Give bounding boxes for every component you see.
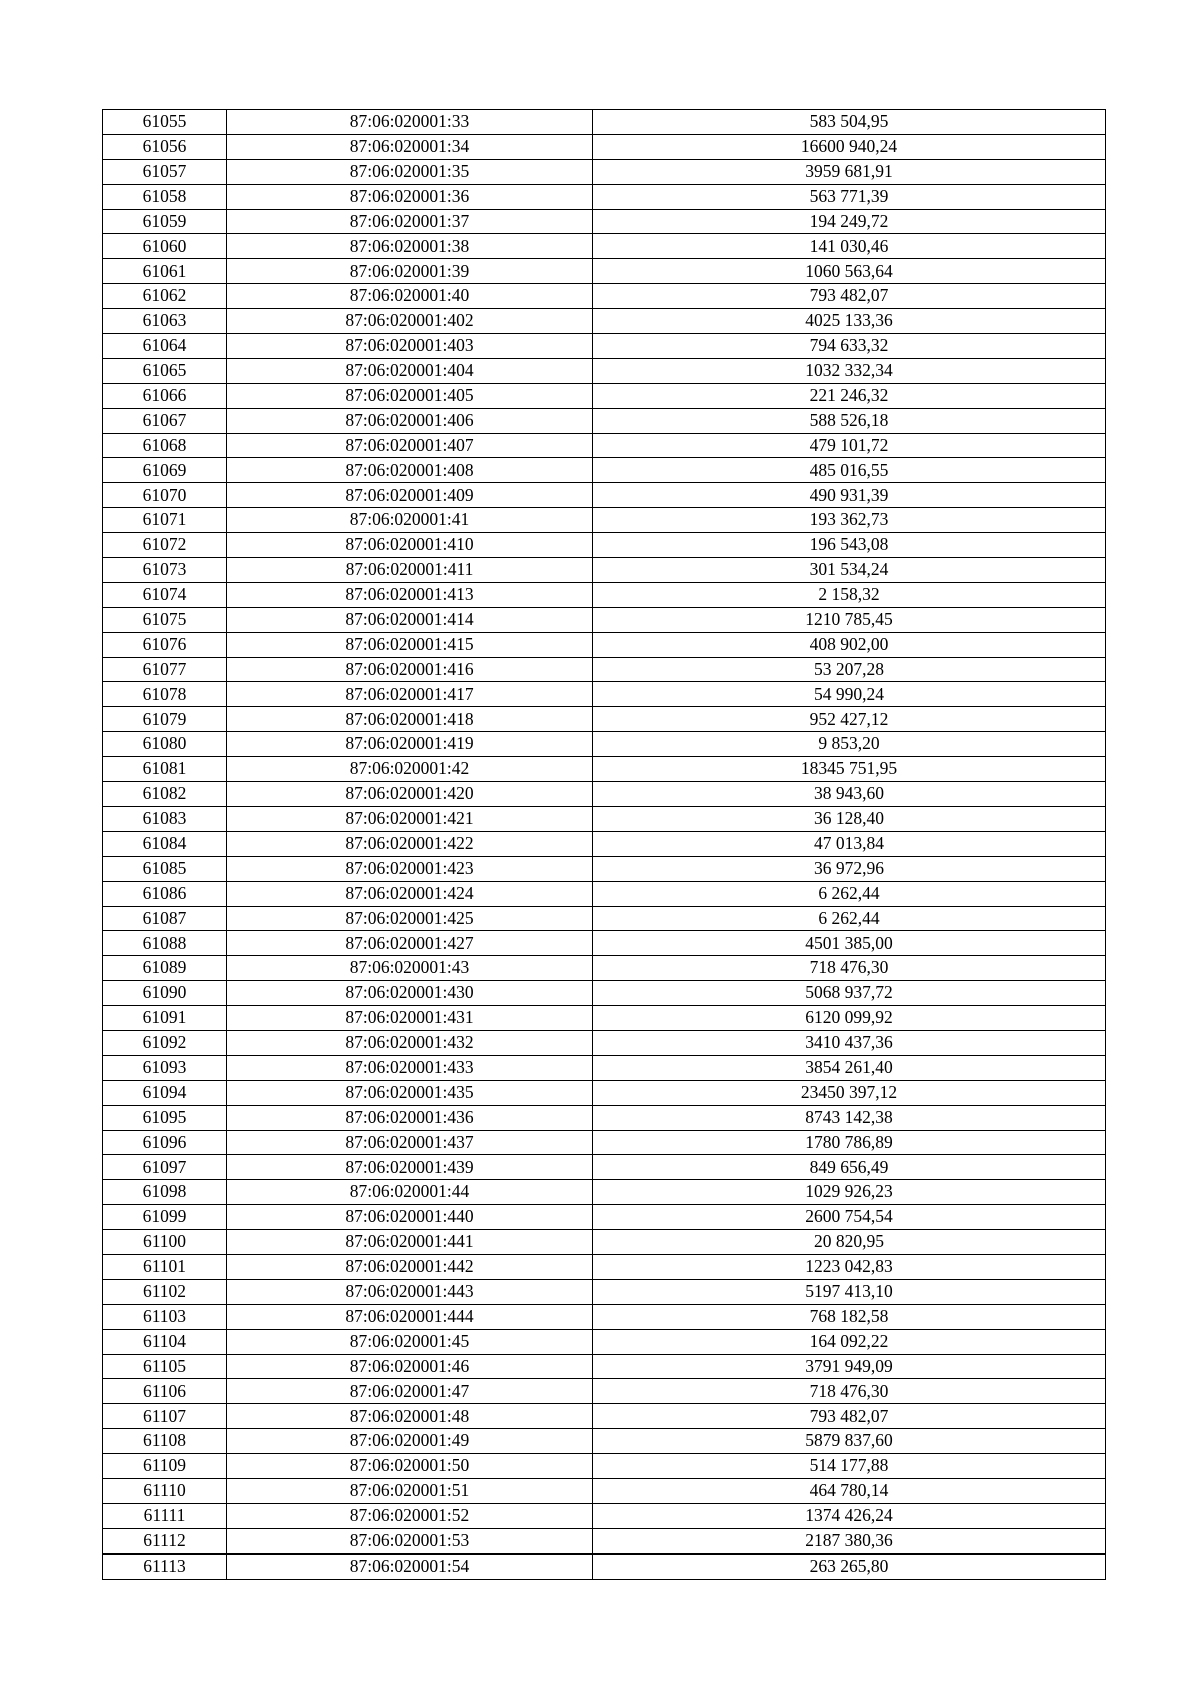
row-number-cell: 61065	[103, 358, 227, 383]
row-number-cell: 61106	[103, 1379, 227, 1404]
row-number-cell: 61057	[103, 159, 227, 184]
cadastral-value-cell: 2187 380,36	[593, 1528, 1106, 1553]
cadastral-value-cell: 5197 413,10	[593, 1279, 1106, 1304]
cadastral-number-cell: 87:06:020001:49	[227, 1429, 593, 1454]
cadastral-number-cell: 87:06:020001:40	[227, 284, 593, 309]
cadastral-value-cell: 301 534,24	[593, 558, 1106, 583]
cadastral-value-cell: 485 016,55	[593, 458, 1106, 483]
table-row	[103, 1454, 1106, 1479]
table-row	[103, 309, 1106, 334]
row-number-cell: 61074	[103, 582, 227, 607]
row-number-cell: 61060	[103, 234, 227, 259]
cadastral-value-cell: 221 246,32	[593, 383, 1106, 408]
cadastral-value-cell: 5879 837,60	[593, 1429, 1106, 1454]
cadastral-value-cell: 194 249,72	[593, 209, 1106, 234]
cadastral-number-cell: 87:06:020001:443	[227, 1279, 593, 1304]
cadastral-number-cell: 87:06:020001:442	[227, 1254, 593, 1279]
cadastral-value-cell: 9 853,20	[593, 732, 1106, 757]
cadastral-value-cell: 18345 751,95	[593, 757, 1106, 782]
table-row	[103, 831, 1106, 856]
cadastral-value-cell: 1032 332,34	[593, 358, 1106, 383]
cadastral-number-cell: 87:06:020001:33	[227, 110, 593, 135]
cadastral-value-cell: 2 158,32	[593, 582, 1106, 607]
table-row	[103, 483, 1106, 508]
row-number-cell: 61059	[103, 209, 227, 234]
row-number-cell: 61103	[103, 1304, 227, 1329]
row-number-cell: 61071	[103, 508, 227, 533]
cadastral-value-cell: 6 262,44	[593, 906, 1106, 931]
row-number-cell: 61093	[103, 1055, 227, 1080]
cadastral-value-cell: 20 820,95	[593, 1230, 1106, 1255]
cadastral-number-cell: 87:06:020001:413	[227, 582, 593, 607]
cadastral-value-cell: 1780 786,89	[593, 1130, 1106, 1155]
row-number-cell: 61088	[103, 931, 227, 956]
table-row	[103, 906, 1106, 931]
table-row	[103, 707, 1106, 732]
table-row	[103, 383, 1106, 408]
row-number-cell: 61082	[103, 782, 227, 807]
table-row	[103, 234, 1106, 259]
table-row	[103, 1155, 1106, 1180]
table-row	[103, 1478, 1106, 1503]
cadastral-number-cell: 87:06:020001:417	[227, 682, 593, 707]
table-row	[103, 110, 1106, 135]
cadastral-number-cell: 87:06:020001:411	[227, 558, 593, 583]
table-row	[103, 1528, 1106, 1553]
table-row	[103, 1030, 1106, 1055]
cadastral-number-cell: 87:06:020001:38	[227, 234, 593, 259]
table-row	[103, 1429, 1106, 1454]
cadastral-number-cell: 87:06:020001:54	[227, 1554, 593, 1579]
row-number-cell: 61061	[103, 259, 227, 284]
cadastral-value-cell: 196 543,08	[593, 533, 1106, 558]
row-number-cell: 61067	[103, 408, 227, 433]
cadastral-value-cell: 952 427,12	[593, 707, 1106, 732]
cadastral-value-cell: 408 902,00	[593, 632, 1106, 657]
row-number-cell: 61055	[103, 110, 227, 135]
row-number-cell: 61091	[103, 1006, 227, 1031]
cadastral-value-cell: 563 771,39	[593, 184, 1106, 209]
cadastral-number-cell: 87:06:020001:431	[227, 1006, 593, 1031]
table-row	[103, 582, 1106, 607]
cadastral-value-cell: 718 476,30	[593, 956, 1106, 981]
row-number-cell: 61113	[103, 1554, 227, 1579]
table-row	[103, 682, 1106, 707]
row-number-cell: 61102	[103, 1279, 227, 1304]
table-row	[103, 1329, 1106, 1354]
cadastral-number-cell: 87:06:020001:35	[227, 159, 593, 184]
cadastral-value-cell: 23450 397,12	[593, 1080, 1106, 1105]
row-number-cell: 61094	[103, 1080, 227, 1105]
cadastral-value-table	[102, 109, 1106, 1580]
cadastral-value-cell: 768 182,58	[593, 1304, 1106, 1329]
cadastral-number-cell: 87:06:020001:418	[227, 707, 593, 732]
cadastral-value-cell: 38 943,60	[593, 782, 1106, 807]
table-row	[103, 1205, 1106, 1230]
table-row	[103, 931, 1106, 956]
table-row	[103, 881, 1106, 906]
cadastral-number-cell: 87:06:020001:404	[227, 358, 593, 383]
cadastral-number-cell: 87:06:020001:419	[227, 732, 593, 757]
cadastral-number-cell: 87:06:020001:47	[227, 1379, 593, 1404]
table-row	[103, 458, 1106, 483]
cadastral-number-cell: 87:06:020001:408	[227, 458, 593, 483]
table-row	[103, 1379, 1106, 1404]
cadastral-value-cell: 8743 142,38	[593, 1105, 1106, 1130]
cadastral-number-cell: 87:06:020001:409	[227, 483, 593, 508]
table-row	[103, 134, 1106, 159]
table-row	[103, 1080, 1106, 1105]
cadastral-value-cell: 588 526,18	[593, 408, 1106, 433]
row-number-cell: 61084	[103, 831, 227, 856]
row-number-cell: 61068	[103, 433, 227, 458]
table-row	[103, 1404, 1106, 1429]
cadastral-value-cell: 4501 385,00	[593, 931, 1106, 956]
row-number-cell: 61076	[103, 632, 227, 657]
table-row	[103, 259, 1106, 284]
cadastral-number-cell: 87:06:020001:53	[227, 1528, 593, 1553]
cadastral-value-cell: 583 504,95	[593, 110, 1106, 135]
cadastral-number-cell: 87:06:020001:439	[227, 1155, 593, 1180]
cadastral-value-cell: 193 362,73	[593, 508, 1106, 533]
cadastral-value-cell: 263 265,80	[593, 1554, 1106, 1579]
table-row	[103, 433, 1106, 458]
cadastral-number-cell: 87:06:020001:410	[227, 533, 593, 558]
cadastral-number-cell: 87:06:020001:37	[227, 209, 593, 234]
cadastral-number-cell: 87:06:020001:36	[227, 184, 593, 209]
cadastral-number-cell: 87:06:020001:51	[227, 1478, 593, 1503]
table-row	[103, 358, 1106, 383]
table-row	[103, 1279, 1106, 1304]
table-row	[103, 732, 1106, 757]
row-number-cell: 61089	[103, 956, 227, 981]
row-number-cell: 61081	[103, 757, 227, 782]
table-row	[103, 1554, 1106, 1579]
cadastral-value-cell: 793 482,07	[593, 1404, 1106, 1429]
cadastral-number-cell: 87:06:020001:436	[227, 1105, 593, 1130]
table-body	[103, 110, 1106, 1580]
table-row	[103, 806, 1106, 831]
table-row	[103, 1055, 1106, 1080]
cadastral-value-cell: 54 990,24	[593, 682, 1106, 707]
cadastral-value-cell: 5068 937,72	[593, 981, 1106, 1006]
row-number-cell: 61069	[103, 458, 227, 483]
cadastral-value-cell: 141 030,46	[593, 234, 1106, 259]
row-number-cell: 61083	[103, 806, 227, 831]
row-number-cell: 61108	[103, 1429, 227, 1454]
cadastral-number-cell: 87:06:020001:441	[227, 1230, 593, 1255]
table-row	[103, 159, 1106, 184]
cadastral-value-cell: 794 633,32	[593, 334, 1106, 359]
table-row	[103, 558, 1106, 583]
row-number-cell: 61063	[103, 309, 227, 334]
table-row	[103, 956, 1106, 981]
cadastral-number-cell: 87:06:020001:427	[227, 931, 593, 956]
cadastral-number-cell: 87:06:020001:43	[227, 956, 593, 981]
cadastral-value-cell: 514 177,88	[593, 1454, 1106, 1479]
cadastral-value-cell: 16600 940,24	[593, 134, 1106, 159]
cadastral-value-cell: 1029 926,23	[593, 1180, 1106, 1205]
row-number-cell: 61095	[103, 1105, 227, 1130]
row-number-cell: 61070	[103, 483, 227, 508]
table-row	[103, 1230, 1106, 1255]
cadastral-value-cell: 164 092,22	[593, 1329, 1106, 1354]
cadastral-number-cell: 87:06:020001:405	[227, 383, 593, 408]
cadastral-number-cell: 87:06:020001:421	[227, 806, 593, 831]
cadastral-number-cell: 87:06:020001:425	[227, 906, 593, 931]
cadastral-value-cell: 36 128,40	[593, 806, 1106, 831]
row-number-cell: 61098	[103, 1180, 227, 1205]
cadastral-number-cell: 87:06:020001:444	[227, 1304, 593, 1329]
row-number-cell: 61056	[103, 134, 227, 159]
cadastral-value-cell: 6 262,44	[593, 881, 1106, 906]
row-number-cell: 61105	[103, 1354, 227, 1379]
table-row	[103, 657, 1106, 682]
table-row	[103, 1354, 1106, 1379]
cadastral-value-cell: 2600 754,54	[593, 1205, 1106, 1230]
row-number-cell: 61104	[103, 1329, 227, 1354]
cadastral-value-cell: 4025 133,36	[593, 309, 1106, 334]
cadastral-value-cell: 464 780,14	[593, 1478, 1106, 1503]
cadastral-value-cell: 1210 785,45	[593, 607, 1106, 632]
cadastral-number-cell: 87:06:020001:46	[227, 1354, 593, 1379]
cadastral-number-cell: 87:06:020001:39	[227, 259, 593, 284]
row-number-cell: 61110	[103, 1478, 227, 1503]
cadastral-number-cell: 87:06:020001:433	[227, 1055, 593, 1080]
row-number-cell: 61058	[103, 184, 227, 209]
row-number-cell: 61099	[103, 1205, 227, 1230]
cadastral-value-cell: 1223 042,83	[593, 1254, 1106, 1279]
cadastral-value-cell: 479 101,72	[593, 433, 1106, 458]
cadastral-number-cell: 87:06:020001:402	[227, 309, 593, 334]
cadastral-number-cell: 87:06:020001:42	[227, 757, 593, 782]
row-number-cell: 61100	[103, 1230, 227, 1255]
cadastral-number-cell: 87:06:020001:424	[227, 881, 593, 906]
row-number-cell: 61085	[103, 856, 227, 881]
cadastral-value-cell: 3854 261,40	[593, 1055, 1106, 1080]
table-row	[103, 1254, 1106, 1279]
table-row	[103, 184, 1106, 209]
cadastral-number-cell: 87:06:020001:430	[227, 981, 593, 1006]
cadastral-number-cell: 87:06:020001:44	[227, 1180, 593, 1205]
cadastral-number-cell: 87:06:020001:48	[227, 1404, 593, 1429]
row-number-cell: 61080	[103, 732, 227, 757]
table-row	[103, 533, 1106, 558]
cadastral-value-cell: 718 476,30	[593, 1379, 1106, 1404]
table-row	[103, 782, 1106, 807]
cadastral-value-cell: 849 656,49	[593, 1155, 1106, 1180]
cadastral-value-cell: 3791 949,09	[593, 1354, 1106, 1379]
row-number-cell: 61112	[103, 1528, 227, 1553]
cadastral-number-cell: 87:06:020001:41	[227, 508, 593, 533]
cadastral-value-cell: 36 972,96	[593, 856, 1106, 881]
row-number-cell: 61077	[103, 657, 227, 682]
table-row	[103, 1180, 1106, 1205]
table-row	[103, 632, 1106, 657]
cadastral-number-cell: 87:06:020001:435	[227, 1080, 593, 1105]
cadastral-value-cell: 3410 437,36	[593, 1030, 1106, 1055]
table-row	[103, 508, 1106, 533]
table-row	[103, 1105, 1106, 1130]
row-number-cell: 61111	[103, 1503, 227, 1528]
cadastral-number-cell: 87:06:020001:34	[227, 134, 593, 159]
cadastral-number-cell: 87:06:020001:423	[227, 856, 593, 881]
row-number-cell: 61079	[103, 707, 227, 732]
row-number-cell: 61078	[103, 682, 227, 707]
row-number-cell: 61086	[103, 881, 227, 906]
table-row	[103, 1304, 1106, 1329]
row-number-cell: 61062	[103, 284, 227, 309]
row-number-cell: 61064	[103, 334, 227, 359]
cadastral-number-cell: 87:06:020001:422	[227, 831, 593, 856]
row-number-cell: 61090	[103, 981, 227, 1006]
cadastral-value-cell: 6120 099,92	[593, 1006, 1106, 1031]
row-number-cell: 61097	[103, 1155, 227, 1180]
cadastral-number-cell: 87:06:020001:414	[227, 607, 593, 632]
table-row	[103, 209, 1106, 234]
row-number-cell: 61087	[103, 906, 227, 931]
cadastral-number-cell: 87:06:020001:420	[227, 782, 593, 807]
row-number-cell: 61075	[103, 607, 227, 632]
table-row	[103, 1006, 1106, 1031]
cadastral-number-cell: 87:06:020001:407	[227, 433, 593, 458]
row-number-cell: 61107	[103, 1404, 227, 1429]
cadastral-value-cell: 793 482,07	[593, 284, 1106, 309]
cadastral-value-cell: 1060 563,64	[593, 259, 1106, 284]
table-row	[103, 981, 1106, 1006]
table-row	[103, 757, 1106, 782]
cadastral-number-cell: 87:06:020001:403	[227, 334, 593, 359]
cadastral-number-cell: 87:06:020001:437	[227, 1130, 593, 1155]
row-number-cell: 61101	[103, 1254, 227, 1279]
row-number-cell: 61073	[103, 558, 227, 583]
cadastral-value-cell: 47 013,84	[593, 831, 1106, 856]
table-row	[103, 284, 1106, 309]
cadastral-number-cell: 87:06:020001:50	[227, 1454, 593, 1479]
table-row	[103, 1503, 1106, 1528]
cadastral-value-cell: 1374 426,24	[593, 1503, 1106, 1528]
cadastral-number-cell: 87:06:020001:440	[227, 1205, 593, 1230]
table-row	[103, 1130, 1106, 1155]
cadastral-number-cell: 87:06:020001:415	[227, 632, 593, 657]
cadastral-number-cell: 87:06:020001:432	[227, 1030, 593, 1055]
table-row	[103, 607, 1106, 632]
row-number-cell: 61072	[103, 533, 227, 558]
row-number-cell: 61066	[103, 383, 227, 408]
cadastral-number-cell: 87:06:020001:52	[227, 1503, 593, 1528]
row-number-cell: 61092	[103, 1030, 227, 1055]
cadastral-number-cell: 87:06:020001:416	[227, 657, 593, 682]
cadastral-number-cell: 87:06:020001:406	[227, 408, 593, 433]
cadastral-number-cell: 87:06:020001:45	[227, 1329, 593, 1354]
cadastral-value-cell: 490 931,39	[593, 483, 1106, 508]
row-number-cell: 61109	[103, 1454, 227, 1479]
row-number-cell: 61096	[103, 1130, 227, 1155]
table-row	[103, 334, 1106, 359]
cadastral-value-cell: 3959 681,91	[593, 159, 1106, 184]
table-row	[103, 408, 1106, 433]
table-row	[103, 856, 1106, 881]
cadastral-value-cell: 53 207,28	[593, 657, 1106, 682]
